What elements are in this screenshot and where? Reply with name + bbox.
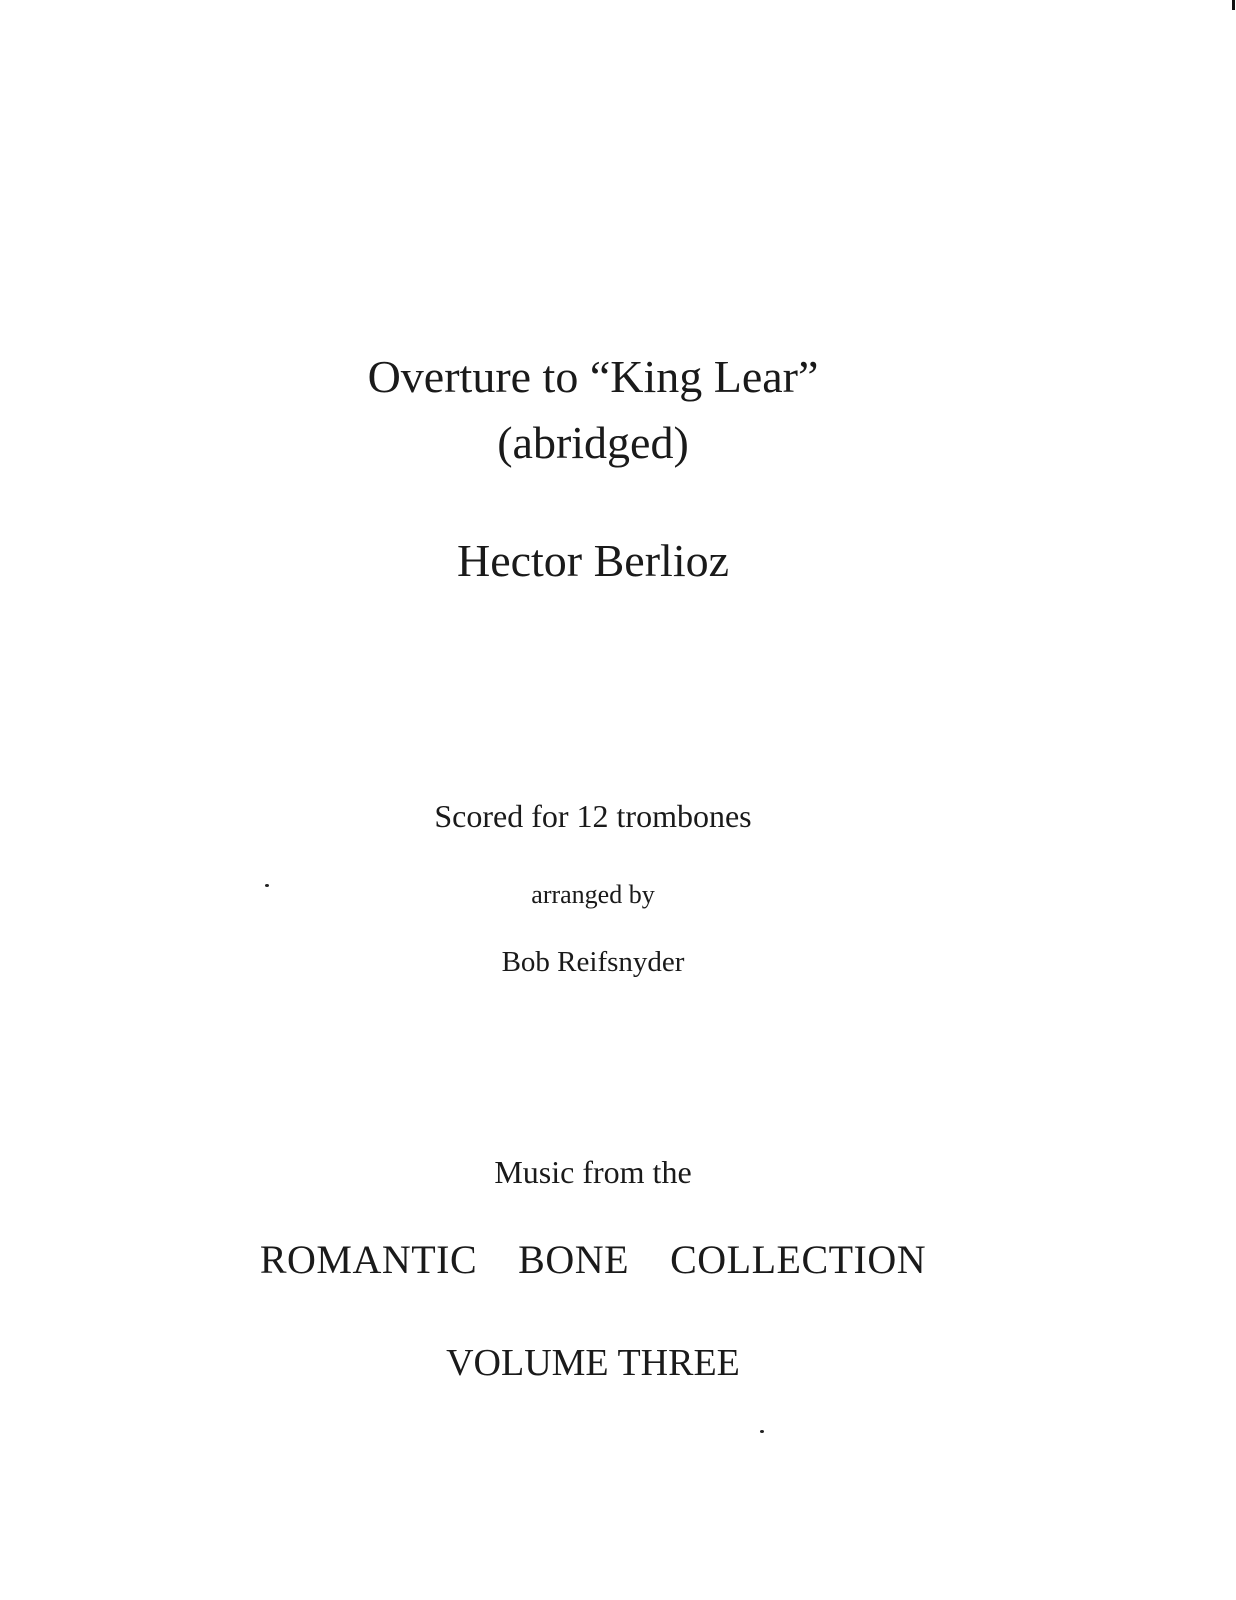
arranged-by-label: arranged by xyxy=(531,880,655,909)
arranger-name: Bob Reifsnyder xyxy=(501,946,685,978)
collection-name xyxy=(0,1237,1186,1282)
title-line-2: (abridged) xyxy=(497,417,689,468)
composer-name: Hector Berlioz xyxy=(456,535,730,586)
scan-speck xyxy=(265,884,269,887)
scan-edge-mark xyxy=(1232,0,1235,10)
collection-volume: VOLUME THREE xyxy=(446,1342,740,1384)
collection-intro: Music from the xyxy=(494,1154,692,1190)
collection-name-text: ROMANTIC BONE COLLECTION xyxy=(259,1237,927,1282)
scoring-note: Scored for 12 trombones xyxy=(434,798,752,834)
title-line-1: Overture to “King Lear” xyxy=(367,351,819,402)
scan-speck xyxy=(760,1430,764,1433)
